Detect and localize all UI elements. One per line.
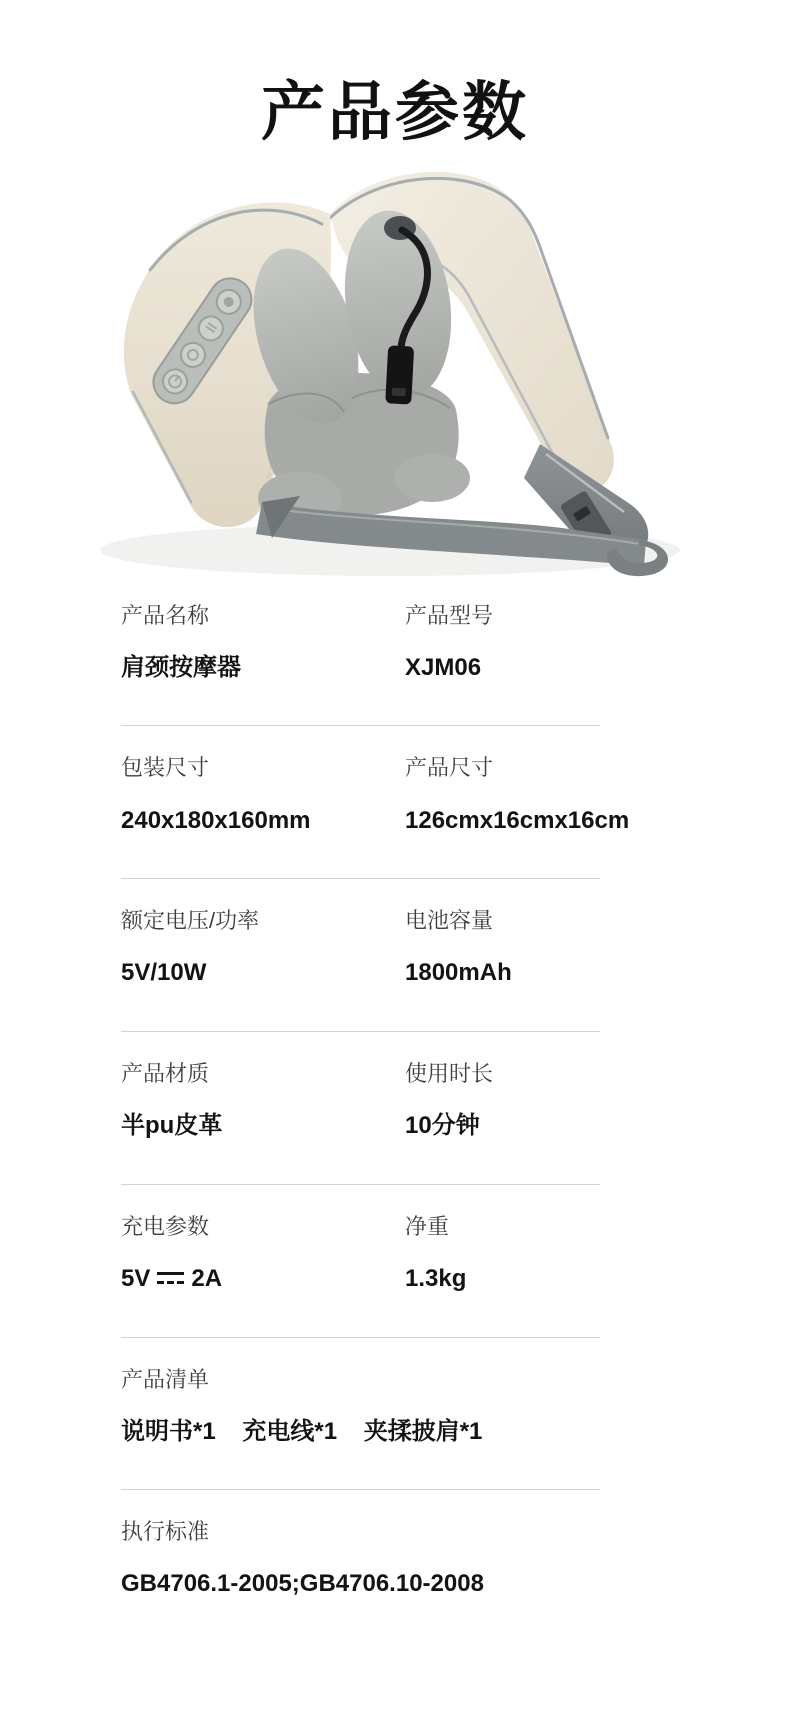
- spec-item-charging-params: [121, 1215, 405, 1293]
- spec-item-executive-standard: [121, 1520, 600, 1598]
- spec-value: XJM06: [405, 653, 482, 681]
- spec-label: 产品尺寸: [405, 755, 494, 781]
- spec-item-net-weight: [405, 1215, 600, 1293]
- spec-row-packing-list: [121, 1338, 600, 1491]
- spec-item-product-model: [405, 604, 600, 682]
- spec-value: 1800mAh: [405, 959, 512, 987]
- spec-label: 充电参数: [121, 1213, 210, 1239]
- spec-row-name-model: [121, 580, 600, 727]
- spec-value: 126cmx16cmx16cm: [405, 806, 630, 834]
- spec-label: 执行标准: [121, 1519, 210, 1545]
- spec-item-battery-capacity: [405, 909, 600, 987]
- spec-table: [121, 580, 630, 1642]
- page-title: 产品参数: [261, 76, 529, 148]
- massager-illustration: [0, 152, 790, 580]
- spec-label: 净重: [405, 1213, 450, 1239]
- spec-value: 说明书*1 充电线*1 夹揉披肩*1: [121, 1417, 483, 1445]
- spec-item-package-size: [121, 756, 405, 834]
- spec-item-product-size: [405, 756, 629, 834]
- spec-item-material: [121, 1062, 405, 1140]
- spec-label: 额定电压/功率: [121, 908, 260, 934]
- spec-row-standard: [121, 1490, 600, 1642]
- spec-item-product-name: [121, 604, 405, 682]
- charging-voltage: 5V: [121, 1264, 151, 1292]
- spec-label: 电池容量: [405, 908, 494, 934]
- spec-label: 包装尺寸: [121, 755, 210, 781]
- spec-value: 5V/10W: [121, 959, 207, 987]
- dc-symbol-icon: [157, 1271, 184, 1286]
- usb-connector: [385, 345, 414, 404]
- spec-item-rated-voltage-power: [121, 909, 405, 987]
- charging-current: 2A: [191, 1264, 223, 1292]
- spec-row-material-duration: [121, 1032, 600, 1185]
- spec-row-sizes: [121, 726, 630, 879]
- charging-value: [121, 1265, 405, 1293]
- spec-value: 240x180x160mm: [121, 806, 311, 834]
- spec-value: 肩颈按摩器: [121, 653, 241, 681]
- spec-item-packing-list: [121, 1368, 600, 1446]
- spec-label: 产品名称: [121, 602, 210, 628]
- spec-row-charging-weight: [121, 1185, 600, 1338]
- product-photo: [0, 152, 790, 580]
- spec-value: 1.3kg: [405, 1264, 467, 1292]
- spec-row-power-battery: [121, 879, 600, 1032]
- spec-label: 使用时长: [405, 1060, 494, 1086]
- spec-label: 产品型号: [405, 602, 494, 628]
- spec-label: 产品清单: [121, 1366, 210, 1392]
- spec-value: 10分钟: [405, 1112, 480, 1140]
- spec-label: 产品材质: [121, 1060, 210, 1086]
- spec-value: GB4706.1-2005;GB4706.10-2008: [121, 1570, 484, 1598]
- spec-item-usage-duration: [405, 1062, 600, 1140]
- spec-value: 半pu皮革: [121, 1112, 223, 1140]
